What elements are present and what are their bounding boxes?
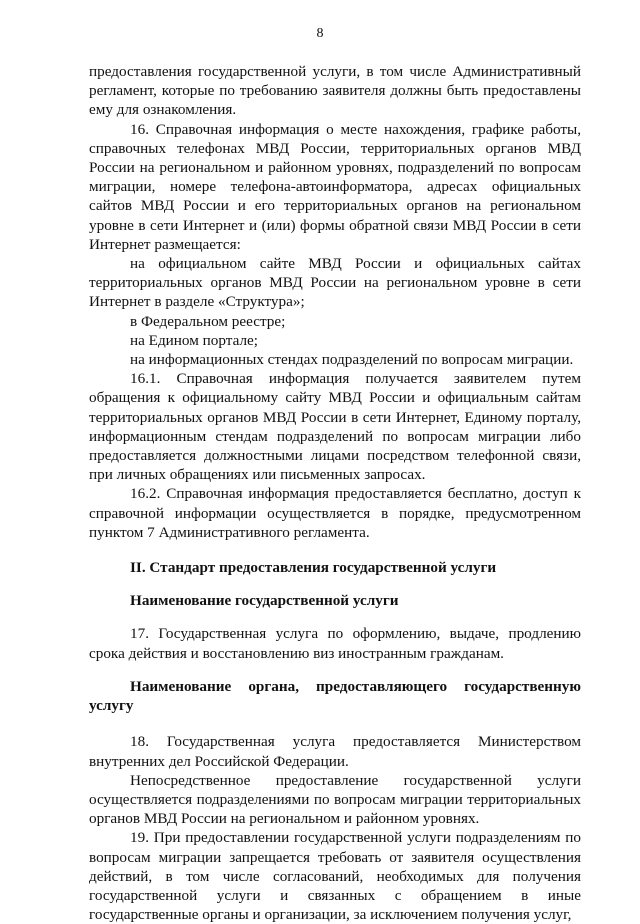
- list-item-info-stands: на информационных стендах подразделений по вопросам миграции.: [130, 351, 574, 369]
- paragraph-19: 19. При предоставлении государственной услуги подразделениям по вопросам миграции запрещается требовать от заявителя осуществления действий, в том числе согласований, необходимых для получения государственной услуги и связанных с обращением в иные государственные органы и организации, за исключением получения услуг,: [89, 829, 581, 924]
- paragraph-16-1: 16.1. Справочная информация получается заявителем путем обращения к официальному сайту МВД России и официальным сайтам территориальных органов МВД России в сети Интернет, Единому порталу, информационным стендам подразделений по вопросам миграции либо предоставляется должностными лицами посредством телефонной связи, при личных обращениях или письменных запросах.: [89, 370, 581, 484]
- subheading-providing-body: Наименование органа, предоставляющего государственную услугу: [89, 677, 581, 715]
- document-body: [89, 62, 581, 924]
- paragraph-17: 17. Государственная услуга по оформлению, выдаче, продлению срока действия и восстановлению виз иностранным гражданам.: [89, 625, 581, 662]
- paragraph-18: 18. Государственная услуга предоставляется Министерством внутренних дел Российской Федерации.: [89, 733, 581, 770]
- subheading-service-name: Наименование государственной услуги: [130, 592, 399, 610]
- paragraph-direct-provision: Непосредственное предоставление государственной услуги осуществляется подразделениями по вопросам миграции территориальных органов МВД России на региональном и районном уровнях.: [89, 771, 581, 828]
- paragraph-16: 16. Справочная информация о месте нахождения, графике работы, справочных телефонах МВД России, территориальных органов МВД России на региональном и районном уровнях, подразделений по вопросам миграции, номере телефона-автоинформатора, адресах официальных сайтов МВД России и его территориальных органов на региональном уровне в сети Интернет и (или) формы обратной связи МВД России в сети Интернет размещается:: [89, 120, 581, 253]
- page-number: 8: [316, 26, 324, 41]
- list-item-federal-registry: в Федеральном реестре;: [130, 312, 286, 330]
- paragraph-continuation: предоставления государственной услуги, в том числе Административный регламент, которые по требованию заявителя должны быть предоставлены ему для ознакомления.: [89, 63, 581, 119]
- paragraph-16-2: 16.2. Справочная информация предоставляется бесплатно, доступ к справочной информации осуществляется в порядке, предусмотренном пунктом 7 Административного регламента.: [89, 485, 581, 541]
- list-item-official-site: на официальном сайте МВД России и официальных сайтах территориальных органов МВД России на региональном уровне в сети Интернет в разделе «Структура»;: [89, 255, 581, 311]
- list-item-unified-portal: на Едином портале;: [130, 331, 258, 349]
- section-heading-II: II. Стандарт предоставления государственной услуги: [130, 559, 497, 577]
